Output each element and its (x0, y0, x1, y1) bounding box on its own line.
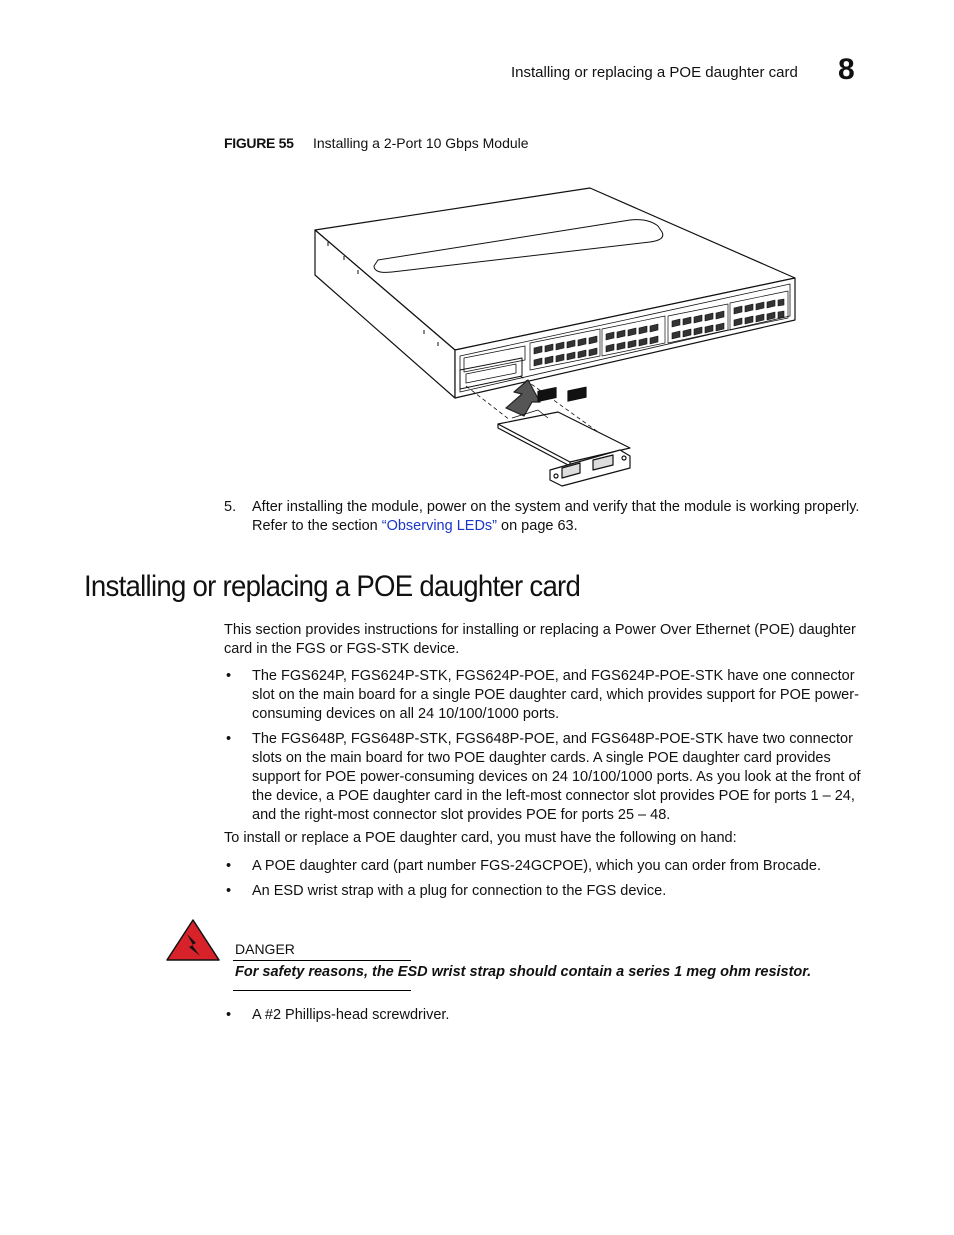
bullet-icon: • (226, 1007, 232, 1023)
danger-text: For safety reasons, the ESD wrist strap should contain a series 1 meg ohm resistor. (235, 964, 812, 980)
danger-icon (165, 918, 221, 962)
figure-label: FIGURE 55 (224, 135, 294, 151)
figure-title: Installing a 2-Port 10 Gbps Module (313, 135, 529, 151)
danger-bottom-rule (233, 990, 411, 991)
bullet-icon: • (226, 731, 232, 747)
step-5 (224, 498, 884, 536)
step-text: After installing the module, power on the system and verify that the module is working properly. Refer to the section “Observing LEDs” on page 63. (252, 499, 860, 534)
observing-leds-link[interactable]: “Observing LEDs” (381, 518, 497, 534)
bullet-icon: • (226, 858, 232, 874)
step-number: 5. (224, 499, 237, 515)
list-item: • The FGS624P, FGS624P-STK, FGS624P-POE, and FGS624P-POE-STK have one connector slot on the main board for a single POE daughter card, which provides support for POE power-consuming devices on all 24 10/100/1000 ports. (226, 668, 859, 722)
switch-module-illustration (300, 180, 810, 490)
list-item: • The FGS648P, FGS648P-STK, FGS648P-POE, and FGS648P-POE-STK have two connector slots on the main board for two POE daughter cards. A single POE daughter card provides support for POE power-consuming devices on 24 10/100/1000 ports. As you look at the front of the device, a POE daughter card in the left-most connector slot provides POE for ports 1 – 24, and the right-most connector slot provides POE for ports 25 – 48. (226, 731, 861, 823)
list-item: • An ESD wrist strap with a plug for connection to the FGS device. (226, 883, 667, 899)
running-header-title: Installing or replacing a POE daughter card (511, 64, 798, 81)
danger-top-rule (233, 960, 411, 961)
section-heading: Installing or replacing a POE daughter card (84, 570, 581, 603)
onhand-intro: To install or replace a POE daughter card, you must have the following on hand: (224, 830, 737, 846)
list-item: • A POE daughter card (part number FGS-24GCPOE), which you can order from Brocade. (226, 858, 821, 874)
bullet-icon: • (226, 883, 232, 899)
list-item: • A #2 Phillips-head screwdriver. (226, 1007, 450, 1023)
danger-label: DANGER (235, 941, 295, 957)
intro-paragraph: This section provides instructions for installing or replacing a Power Over Ethernet (POE) daughter card in the FGS or FGS-STK device. (224, 622, 856, 657)
bullet-icon: • (226, 668, 232, 684)
chapter-number: 8 (838, 53, 855, 86)
